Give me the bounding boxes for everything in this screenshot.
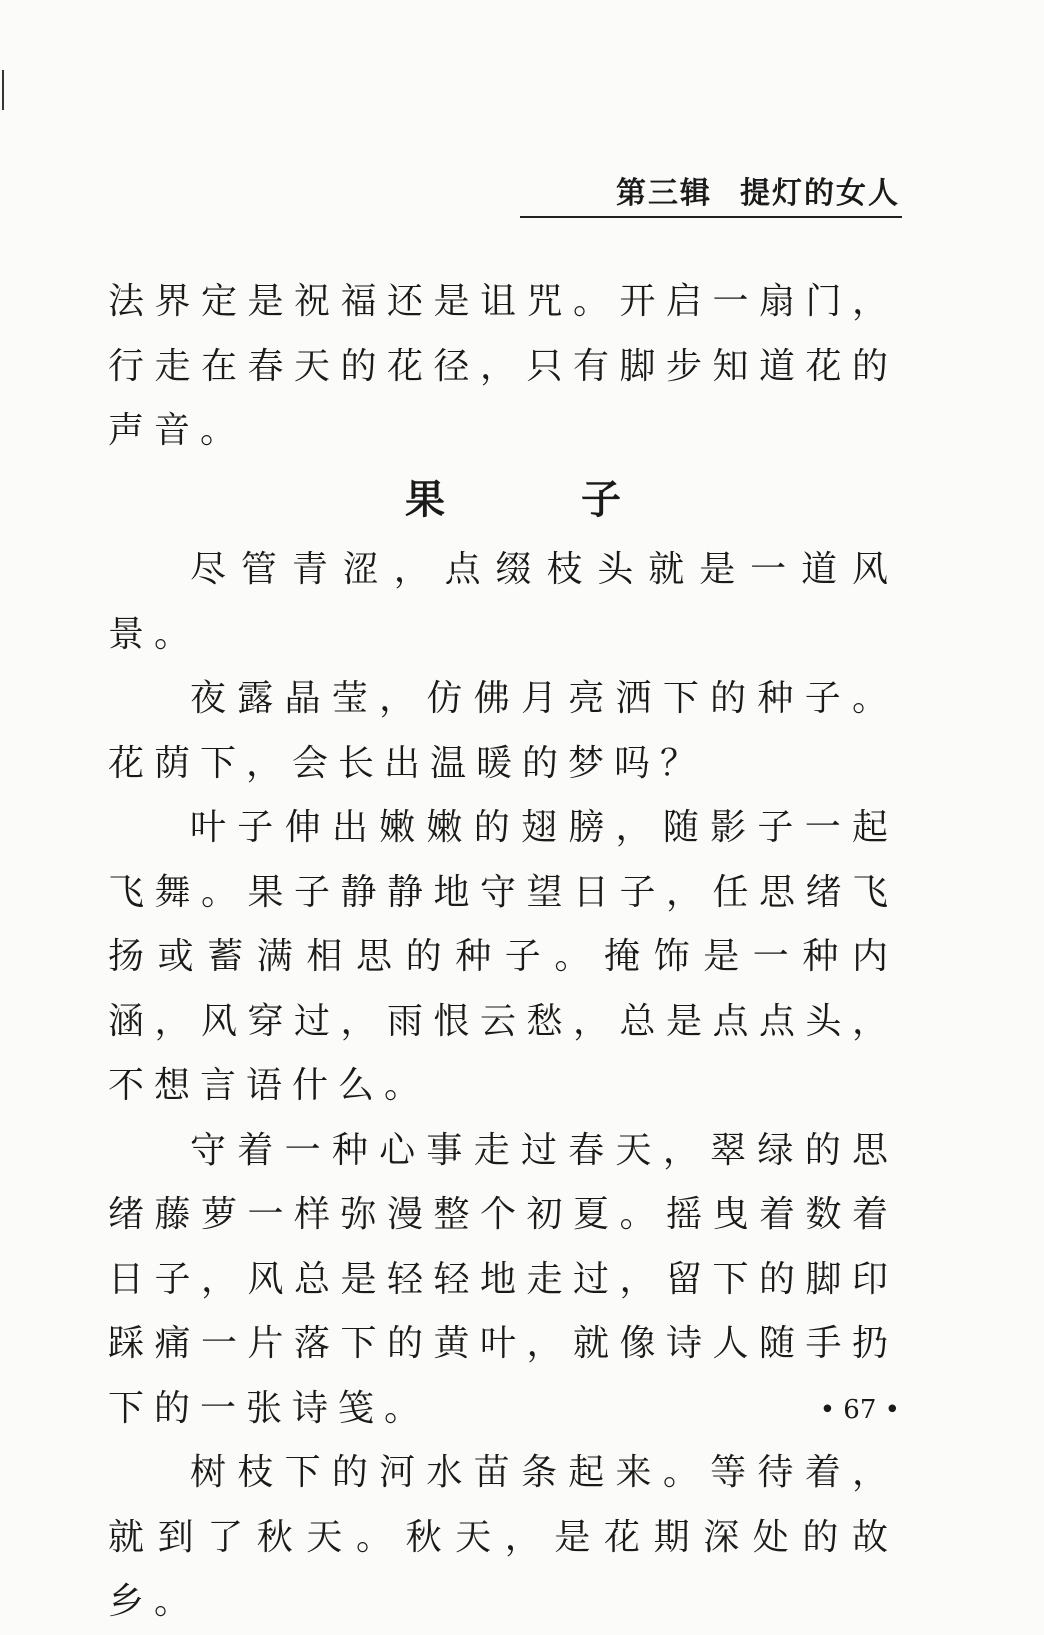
continued-text — [108, 270, 898, 464]
paragraph: 尽管青涩，点缀枝头就是一道风景。 — [108, 549, 898, 655]
paragraph: 守着一种心事走过春天，翠绿的思绪藤萝一样弥漫整个初夏。摇曳着数着日子，风总是轻轻地走过，留下的脚印踩痛一片落下的黄叶，就像诗人随手扔下的一张诗笺。 — [108, 1129, 898, 1429]
paragraph: 法界定是祝福还是诅咒。开启一扇门，行走在春天的花径，只有脚步知道花的声音。 — [108, 281, 898, 451]
paragraph: 夜露晶莹，仿佛月亮洒下的种子。花荫下，会长出温暖的梦吗？ — [108, 678, 898, 784]
page-number: • 67 • — [819, 1395, 900, 1425]
running-head — [520, 172, 900, 216]
paragraph: 树枝下的河水苗条起来。等待着，就到了秋天。秋天，是花期深处的故乡。 — [108, 1452, 898, 1622]
running-head-title: 提灯的女人 — [740, 176, 900, 211]
section-body — [108, 538, 898, 1635]
running-head-part: 第三辑 — [616, 176, 712, 211]
running-head-rule — [520, 216, 902, 218]
binding-edge-mark — [2, 70, 7, 110]
paragraph: 叶子伸出嫩嫩的翅膀，随影子一起飞舞。果子静静地守望日子，任思绪飞扬或蓄满相思的种子。掩饰是一种内涵，风穿过，雨恨云愁，总是点点头，不想言语什么。 — [108, 807, 898, 1106]
section-title: 果 子 — [405, 476, 669, 523]
